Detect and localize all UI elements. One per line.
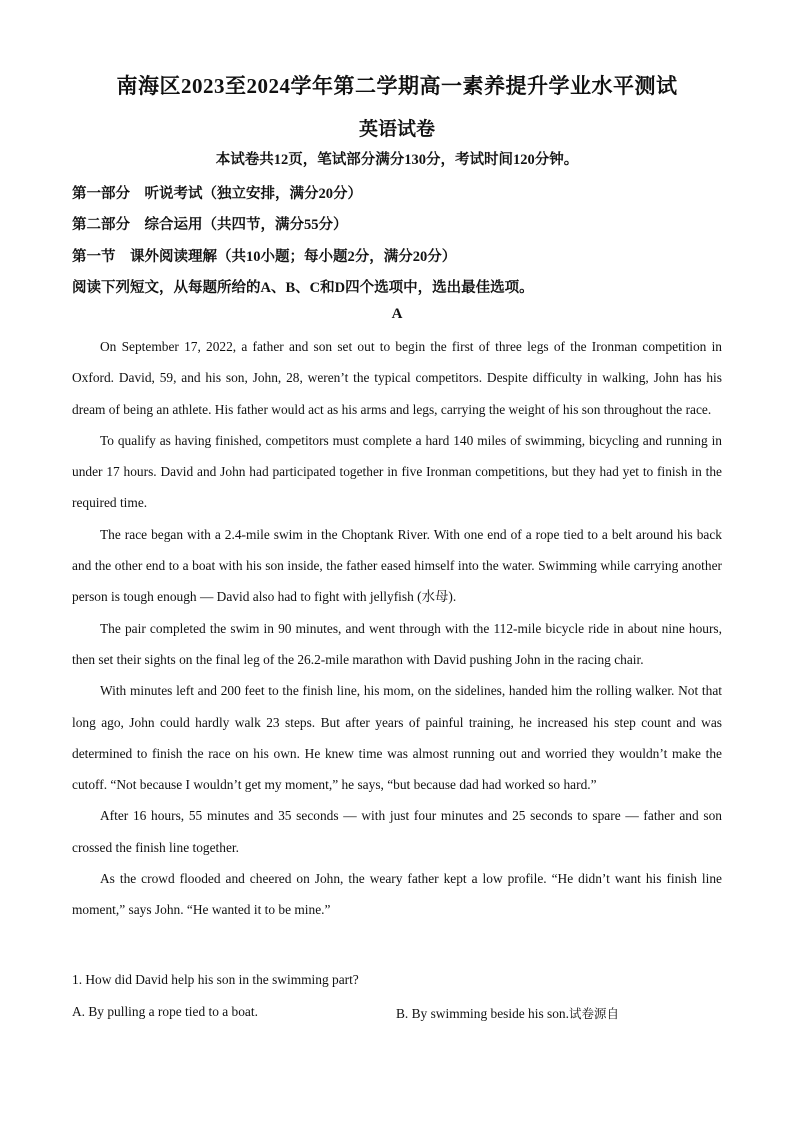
passage-paragraph: To qualify as having finished, competitors must complete a hard 140 miles of swimming, bicycling and running in under 17 hours. David and John had participated together in five Ironman competitions, but they had yet to finish in the required time. — [72, 432, 722, 511]
option-b — [396, 1004, 619, 1022]
passage-paragraph: The pair completed the swim in 90 minutes, and went through with the 112-mile bicycle ride in about nine hours, then set their sights on the final leg of the 26.2-mile marathon with David pushing John in the racing chair. — [72, 620, 722, 667]
reading-instruction: 阅读下列短文，从每题所给的A、B、C和D四个选项中，选出最佳选项。 — [72, 280, 534, 296]
passage-paragraph: On September 17, 2022, a father and son set out to begin the first of three legs of the Ironman competition in Oxford. David, 59, and his son, John, 28, weren’t the typical competitors. Despite difficulty in walking, John has his dream of being an athlete. His father would act as his arms and legs, carrying the weight of his son throughout the race. — [72, 339, 722, 417]
option-b-text: B. By swimming beside his son. — [396, 1006, 569, 1021]
part-one-heading: 第一部分 听说考试（独立安排，满分20分） — [72, 186, 362, 202]
exam-info: 本试卷共12页，笔试部分满分130分，考试时间120分钟。 — [215, 152, 579, 168]
passage-paragraph: After 16 hours, 55 minutes and 35 seconds — with just four minutes and 25 seconds to spare — father and son crossed the finish line together. — [72, 808, 722, 855]
option-a: A. By pulling a rope tied to a boat. — [72, 1004, 258, 1019]
passage-letter: A — [391, 306, 403, 322]
section-one-heading: 第一节 课外阅读理解（共10小题；每小题2分，满分20分） — [72, 249, 457, 265]
passage-paragraph: With minutes left and 200 feet to the finish line, his mom, on the sidelines, handed him the rolling walker. Not that long ago, John could hardly walk 23 steps. But after years of painful training, he increased his step count and was determined to finish the race on his own. He knew time was almost running out and worried they wouldn’t make the cutoff. “Not because I wouldn’t get my moment,” he says, “but because dad had worked so hard.” — [72, 683, 722, 793]
passage-paragraph: As the crowd flooded and cheered on John, the weary father kept a low profile. “He didn’t want his finish line moment,” says John. “He wanted it to be mine.” — [72, 871, 722, 918]
watermark-text: 试卷源自 — [568, 1007, 619, 1021]
exam-subtitle: 英语试卷 — [358, 119, 435, 140]
part-two-heading: 第二部分 综合运用（共四节，满分55分） — [72, 217, 348, 233]
passage-paragraph: The race began with a 2.4-mile swim in the Choptank River. With one end of a rope tied to a belt around his back and the other end to a boat with his son inside, the father eased himself into the water. Swimming while carrying another person is tough enough — David also had to fight with jellyfish (水母). — [72, 526, 722, 605]
passage-body — [72, 331, 722, 926]
exam-title: 南海区2023至2024学年第二学期高一素养提升学业水平测试 — [116, 74, 678, 98]
question-stem: 1. How did David help his son in the swimming part? — [72, 972, 359, 987]
